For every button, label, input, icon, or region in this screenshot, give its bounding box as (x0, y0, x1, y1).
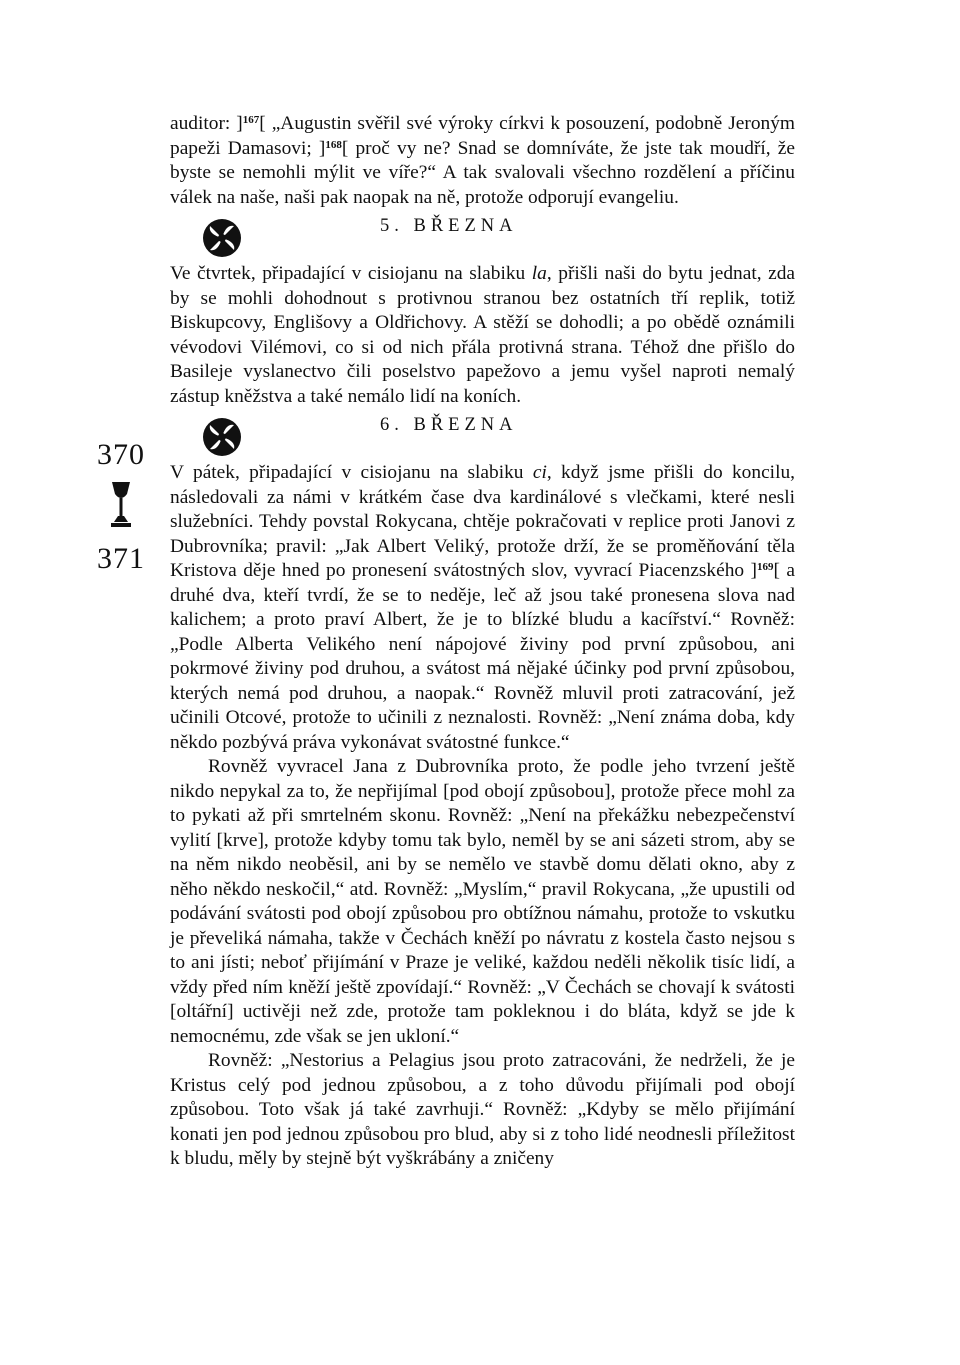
text-run: proč vy ne? Snad se domníváte, že jste tak moudří, že byste se nemohli mýlit ve víře?“ A tak svalovali všechno rozdělení a příčinu válek na naše, naši pak naopak na ně, protože odporují evangeliu. (170, 137, 795, 208)
date-heading-text: 6. BŘEZNA (380, 415, 518, 435)
text-column (170, 112, 795, 1172)
paragraph-4: Rovněž vyvracel Jana z Dubrovníka proto, že podle jeho tvrzení ještě nikdo nepykal za to, že nepřijímal [pod obojí způsobou], protože přece mohl za to pykati až při smrtelném skonu. Rovněž: „Není na překážku nebezpečenství vylití [krve], protože kdyby tomu tak bylo, neměl by se ani sázeti strom, aby se na něm nikdo neoběsil, ani by se nemělo ve stavbě domu dělati okno, aby z něho někdo neskočil,“ atd. Rovněž: „Myslím,“ pravil Rokycana, „že upustili od podávání svátosti pod obojí způsobou pro obtížnou námahu, protože to vskutku je převeliká námaha, takže v Čechách kněží po návratu z kostela často nejsou s to ani jísti; neboť přijímání v Praze je veliké, každou neděli několik tisíc lidí, a vždy před ním kněží ještě zpovídají.“ Rovněž: „V Čechách se chovají k svátosti [oltářní] uctivěji než zde, protože tam pokleknou i do bláta, když se jde k nemocnému, zde však se jen ukloní.“ (170, 756, 795, 1047)
paragraph-1 (170, 112, 795, 210)
text-run: , přišli naši do bytu jednat, zda by se mohli dohodnout s protivnou stranou bez ostatních tří replik, totiž Biskupcovy, Englišovy a Oldřichovy. A stěží se dohodli; a po obědě oznámili vévodovi Vilémovi, co si od nich přála protivná strana. Téhož dne přišlo do Basileje vyslanectvo čili poselstvo papežovo a jemu vyšel naproti nemalý zástup kněžstva a také nemálo lidí na koních. (170, 263, 795, 407)
date-heading-text: 5. BŘEZNA (380, 216, 518, 236)
text-run: , když jsme přišli do koncilu, následovali za námi v krátkém čase dva kardinálové s vlečkami, které nesli služebníci. Tehdy povstal Rokycana, chtěje pokračovati v replice proti Janovi z Dubrovníka; pravil: „Jak Albert Veliký, protože drží, že se proměňování těla Kristova děje hned po pronesení svátostných slov, vyvrací Piacenzského (170, 462, 795, 581)
paragraph-5: Rovněž: „Nestorius a Pelagius jsou proto zatracováni, že nedrželi, že je Kristus celý pod jednou způsobou, a z toho důvodu přijímali pod obojí způsobou. Toto však já také zavrhuji.“ Rovněž: „Kdyby se mělo přijímání konati jen pod jednou způsobou pro blud, aby si z toho lidé neodnesli příležitost k bludu, měly by stejně být vyškrábány a zničeny (170, 1050, 795, 1169)
chalice-icon (106, 478, 136, 538)
footnote-bracket: [ (773, 560, 780, 581)
footnote-ref-169[interactable]: 169 (756, 561, 774, 573)
syllable-italic: la (531, 263, 547, 284)
margin-number-top: 370 (97, 438, 145, 471)
paragraph-2 (170, 262, 795, 409)
footnote-bracket: [ (259, 113, 266, 134)
date-heading-6-march (170, 409, 795, 461)
footnote-bracket: [ (341, 137, 349, 159)
text-run: V pátek, připadající v cisiojanu na slabiku (170, 462, 533, 483)
rosette-ornament-icon (200, 415, 244, 459)
margin-number-bottom: 371 (97, 542, 145, 575)
margin-page-numbers (86, 440, 156, 574)
rosette-ornament-icon (200, 216, 244, 260)
syllable-italic: ci (532, 462, 547, 483)
date-heading-5-march (170, 210, 795, 262)
paragraph-3 (170, 461, 795, 755)
text-run: „Augustin svěřil své výroky církvi k posouzení, podobně Jeroným papeži Damasovi; (170, 113, 795, 159)
text-run: auditor: (170, 113, 237, 134)
text-run: a druhé dva, kteří tvrdí, že se to neděje, leč až jsou také pronesena slova nad kalichem; a proto praví Albert, že je to blízké bludu a kacířství.“ Rovněž: „Podle Alberta Velikého není nápojové živiny pod první způsobou, ani pokrmové živiny pod druhou, a svátost má nějaké účinky pod první způsobou, kterých nemá pod druhou, a naopak.“ Rovněž mluvil proti zatracování, jež učinili Otcové, protože to učinili z neznalosti. Rovněž: „Není známa doba, kdy někdo pozbývá práva vykonávat svátostné funkce.“ (170, 560, 795, 753)
footnote-ref-167[interactable]: 167 (242, 114, 260, 126)
footnote-ref-168[interactable]: 168 (325, 138, 342, 151)
footnote-bracket: ] (318, 137, 326, 159)
footnote-bracket: ] (236, 113, 243, 134)
text-run: Ve čtvrtek, připadající v cisiojanu na slabiku (170, 263, 532, 284)
footnote-bracket: ] (750, 560, 757, 581)
